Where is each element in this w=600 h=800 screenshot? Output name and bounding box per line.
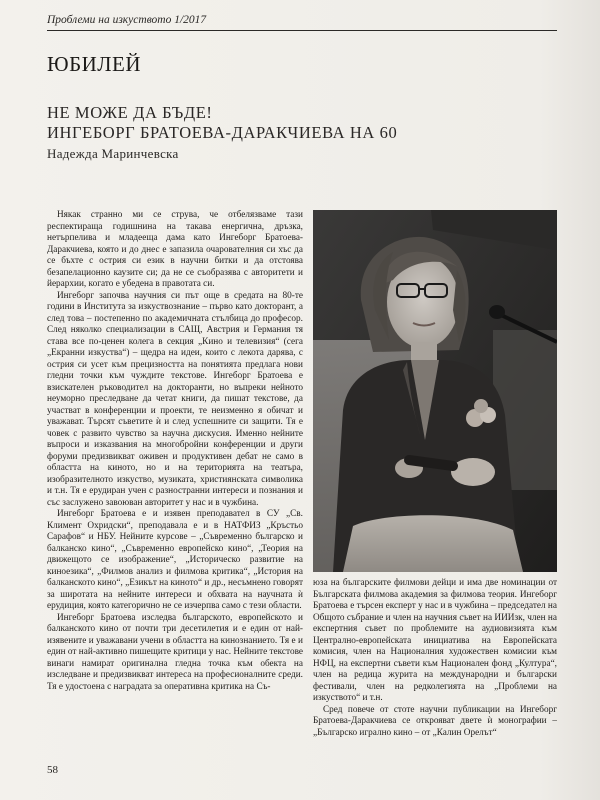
running-head: Проблеми на изкуството 1/2017 [47,14,207,26]
paragraph: юза на българските филмови дейци и има две номинации от Българската филмова академия за филмова теория. Ингеборг Братоева е търсен експерт у нас и в чужбина – председател на Общото събрание и член на научния съвет на ИИИзк, член на експертния съвет по проблемите на аудиовизията към Централно-европейската инициатива на Европейската комисия, член на Националния художествен комисии към НФЦ, на експертни съвети към Национален фонд „Култура“, член на редица журита на международни и български фестивали, член на редколегията на „Проблеми на изкуството“ и т.н. [313,578,557,703]
header-rule [47,30,557,31]
text-column-right [313,578,557,758]
paragraph: Ингеборг Братоева е и изявен преподавател в СУ „Св. Климент Охридски“, преподавала е и в НАТФИЗ „Кръстьо Сарафов“ и НБУ. Нейните курсове – „Съвременно българско и балканско кино“, „Съвременно европейско кино“, „Теория на движещото се изображение“, „Историческо развитие на киноезика“, „Филмов анализ и филмова критика“, „История на балканското кино“, „Езикът на киното“ и др., несъмнено говорят за широтата на нейните интереси и обхвата на научната ѝ ерудиция, която категорично не се изчерпва само с тези области. [47,509,303,611]
article-author: Надежда Маринчевска [47,146,179,161]
paragraph: Ингеборг Братоева изследва българското, европейското и балканското кино от почти три десетилетия и е един от най-изявените и уважавани учени в областта на кинознанието. Тя е и един от най-активно пишещите критици у нас. Нейните текстове винаги намират оригинална гледна точка към обекта на изследване и предизвикват интереса на професионалните среди. Тя е удостоена с наградата за оперативна критика на Съ- [47,612,303,692]
article-title-line-2: ИНГЕБОРГ БРАТОЕВА-ДАРАКЧИЕВА НА 60 [47,123,398,142]
article-title-line-1: НЕ МОЖЕ ДА БЪДЕ! [47,103,213,122]
text-column-left [47,210,303,755]
page-number: 58 [47,764,58,776]
section-title: ЮБИЛЕЙ [47,52,142,76]
paragraph: Ингеборг започва научния си път още в средата на 80-те години в Института за изкуствознание – първо като докторант, а след това – постепенно по академичната стълбица до професор. След няколко специализации в САЩ, Австрия и Германия тя става все по-ценен колега в секция „Кино и телевизия“ (сега „Екранни изкуства“) – щедра на идеи, които с лекота дарява, с острия си усет към прецизността на понятията предлага нови гледни точки към чуждите текстове. Ингеборг Братоева е взискателен ръководител на докторанти, но въпреки нейното неуморно преследване да четат книги, да пишат текстове, да участват в конференции и проекти, те неизменно я обичат и уважават. Търсят съветите ѝ и след успешните си защити. Тя е човек с развито чувство за научна дискусия. Именно нейните въпроси и изказвания на многобройни конференции и други форуми предизвикват оживен и продуктивен дебат не само в областта на киното, но и на територията на театъра, изобразителното изкуство, музиката, християнската символика и т.н. Тя е ерудиран учен с разностранни интереси и познания и със заслужено завоюван авторитет у нас и в чужбина. [47,290,303,508]
paragraph: Сред повече от стоте научни публикации на Ингеборг Братоева-Даракчиева се открояват двете ѝ монографии – „Българско игрално кино – от „Калин Орелът“ [313,704,557,738]
portrait-photo [313,210,557,572]
article-title [47,103,507,143]
portrait-illustration [313,210,557,572]
paragraph: Някак странно ми се струва, че отбелязваме тази респектираща годишнина на такава енергична, дръзка, нетърпелива и младееща дама като Ингеборг Братоева-Даракчиева, която и до днес е запазила очарователния си хъс да се бъхте с острия си език в научни битки и да отстоява безапелационно каузите си; да не се съобразява с авторитети и йерархии, когато е убедена в правотата си. [47,210,303,289]
